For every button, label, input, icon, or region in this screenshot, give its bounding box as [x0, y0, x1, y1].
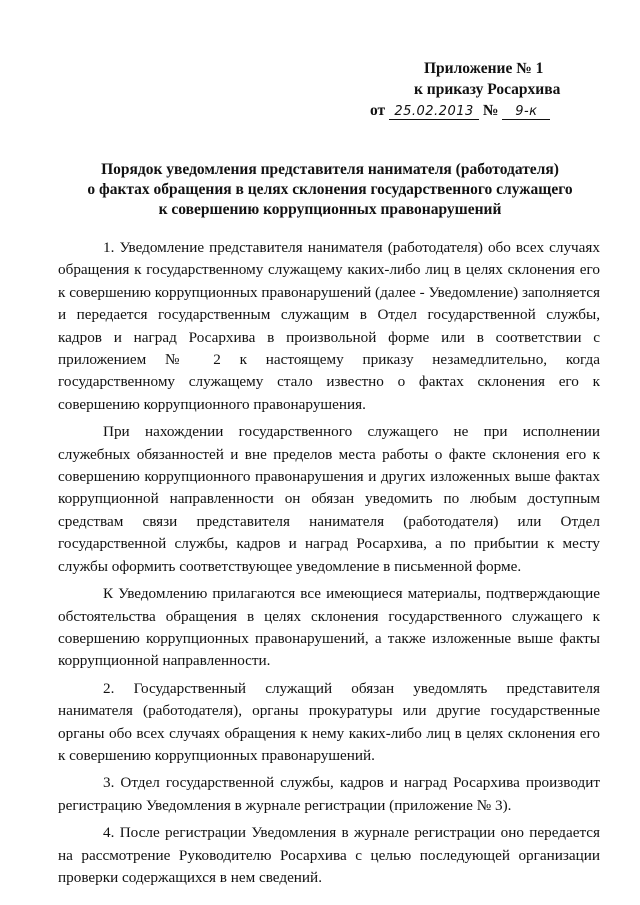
- number-label: №: [482, 102, 499, 119]
- title-line: Порядок уведомления представителя нанимателя (работодателя): [101, 161, 559, 178]
- paragraph-1: 1. Уведомление представителя нанимателя (работодателя) обо всех случаях обращения к государственному служащему каких-либо лиц в целях склонения его к совершению коррупционных правонарушений (далее - Уведомление) заполняется и передается государственным служащим в Отдел государственной службы, кадров и наград Росархива в произвольной форме или в соответствии с приложением № 2 к настоящему приказу незамедлительно, когда государственному служащему стало известно о фактах склонения его к совершению коррупционного правонарушения.: [58, 239, 600, 413]
- paragraph-2: При нахождении государственного служащего не при исполнении служебных обязанностей и вне пределов места работы о факте склонения его к совершению коррупционного правонарушения и других изложенных выше фактах коррупционной направленности он обязан уведомить по любым доступным средствам связи представителя нанимателя (работодателя) или Отдел государственной службы, кадров и наград Росархива, а по прибытии к месту службы оформить соответствующее уведомление в письменной форме.: [58, 423, 600, 575]
- appendix-title: Приложение № 1: [424, 60, 544, 77]
- document-title: [60, 160, 600, 220]
- paragraph-4: 2. Государственный служащий обязан уведомлять представителя нанимателя (работодателя), органы прокуратуры или другие государственные органы обо всех случаях обращения к нему каких-либо лиц в целях склонения его к совершению коррупционных правонарушений.: [58, 679, 600, 764]
- paragraph-5: 3. Отдел государственной службы, кадров и наград Росархива производит регистрацию Уведомления в журнале регистрации (приложение № 3).: [58, 774, 600, 814]
- handwritten-date: 25.02.2013: [389, 105, 479, 120]
- appendix-header: [370, 58, 620, 121]
- title-line: о фактах обращения в целях склонения государственного служащего: [87, 181, 573, 198]
- paragraph-6: 4. После регистрации Уведомления в журнале регистрации оно передается на рассмотрение Руководителю Росархива с целью последующей организации проверки содержащихся в нем сведений.: [58, 824, 600, 886]
- document-body: [58, 237, 600, 894]
- title-line: к совершению коррупционных правонарушений: [158, 201, 502, 218]
- appendix-order-ref: к приказу Росархива: [414, 81, 561, 98]
- paragraph-3: К Уведомлению прилагаются все имеющиеся материалы, подтверждающие обстоятельства обращения в целях склонения государственного служащего к совершению коррупционных правонарушений, а также изложенные выше факты коррупционной направленности.: [58, 585, 600, 670]
- appendix-date-line: [370, 100, 620, 121]
- from-label: от: [370, 102, 386, 119]
- handwritten-number: 9-к: [502, 105, 550, 120]
